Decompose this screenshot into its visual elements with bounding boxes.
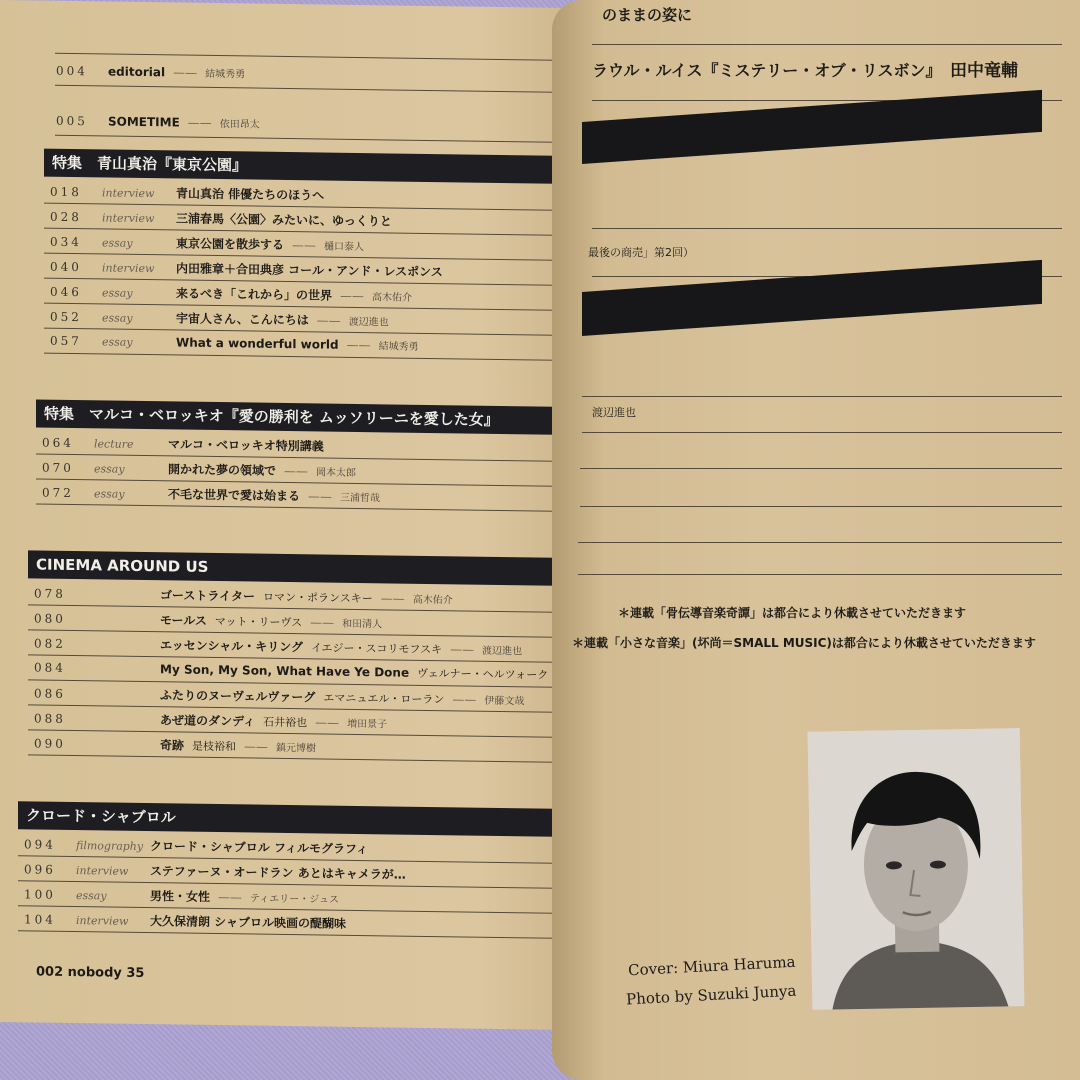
item-author: 伊藤文哉 xyxy=(484,695,525,708)
list-item: 100 essay 男性・女性 —— ティエリー・ジュス xyxy=(24,887,340,906)
item-tag xyxy=(86,723,160,724)
item-subtitle: エマニュエル・ローラン xyxy=(323,691,445,707)
item-author: 依田昂太 xyxy=(219,119,260,131)
list-item: 080 モールス マット・リーヴス —— 和田清人 xyxy=(34,611,383,631)
section-header: CINEMA AROUND US xyxy=(28,550,575,586)
cover-caption: Cover: Miura Haruma xyxy=(627,952,796,980)
item-author: 和田清人 xyxy=(342,618,383,631)
page-footer: 002 nobody 35 xyxy=(36,964,145,982)
note-2: ＊連載「小さな音楽」(坏尚＝SMALL MUSIC)は都合により休載させていただきます xyxy=(572,636,1036,650)
item-tag: interview xyxy=(102,186,155,201)
item-number: 100 xyxy=(24,887,56,902)
list-item xyxy=(50,183,332,204)
item-title: 不毛な世界で愛は始まる xyxy=(168,487,301,504)
item-tag: essay xyxy=(102,311,133,325)
item-number: 104 xyxy=(24,912,56,927)
item-subtitle: ヴェルナー・ヘルツォーク xyxy=(417,666,549,682)
item-title: ステファーヌ・オードラン あとはキャメラが… xyxy=(150,864,406,882)
list-item: 086 ふたりのヌーヴェルヴァーグ エマニュエル・ローラン —— 伊藤文哉 xyxy=(34,686,525,708)
item-number: 057 xyxy=(50,333,82,349)
list-item: 082 エッセンシャル・キリング イエジー・スコリモフスキ —— 渡辺進也 xyxy=(34,636,523,658)
list-item: 090 奇跡 是枝裕和 —— 鎮元博樹 xyxy=(34,736,317,755)
item-title: editorial xyxy=(108,64,166,80)
list-item: 034 essay 東京公園を散歩する —— 樋口泰人 xyxy=(50,234,365,254)
item-number: 096 xyxy=(24,862,56,877)
fragment-top2-author: 田中竜輔 xyxy=(950,61,1018,81)
item-tag: interview xyxy=(102,261,155,276)
list-item xyxy=(24,860,414,882)
list-item: 046 essay 来るべき「これから」の世界 —— 高木佑介 xyxy=(50,284,413,304)
item-title: 内田雅章＋合田典彦 コール・アンド・レスポンス xyxy=(176,261,443,280)
item-author: 岡本太郎 xyxy=(316,467,357,479)
item-tag: essay xyxy=(76,889,107,903)
item-author: 渡辺進也 xyxy=(348,316,389,329)
section-header: クロード・シャブロル xyxy=(18,801,575,837)
item-tag: essay xyxy=(102,286,133,300)
item-tag: interview xyxy=(76,914,129,928)
item-title: 大久保清朗 シャブロル映画の醍醐味 xyxy=(150,914,346,931)
item-tag xyxy=(86,672,160,673)
cover-photo xyxy=(808,728,1025,1010)
item-number: 064 xyxy=(42,435,74,451)
item-title: ゴーストライター xyxy=(160,588,256,604)
item-title: 奇跡 xyxy=(160,738,185,753)
item-title: 開かれた夢の領域で xyxy=(168,462,277,478)
item-subtitle: マット・リーヴス xyxy=(214,615,303,630)
list-item: 078 ゴーストライター ロマン・ポランスキー —— 高木佑介 xyxy=(34,586,453,607)
item-title: SOMETIME xyxy=(108,114,180,130)
item-number: 088 xyxy=(34,711,66,726)
item-author: ティエリー・ジュス xyxy=(250,893,340,906)
list-item xyxy=(42,434,332,455)
item-number: 090 xyxy=(34,736,66,751)
item-number: 005 xyxy=(56,113,88,129)
item-subtitle: 是枝裕和 xyxy=(192,739,237,754)
item-title: 青山真治 俳優たちのほうへ xyxy=(176,186,325,203)
fragment-top2: ラウル・ルイス『ミステリー・オブ・リスボン』 xyxy=(592,61,942,80)
item-number: 094 xyxy=(24,837,56,852)
item-author: 鎮元博樹 xyxy=(276,742,317,755)
item-tag: interview xyxy=(102,211,155,226)
list-item xyxy=(50,208,400,230)
section-header: 特集 青山真治『東京公園』 xyxy=(44,149,575,184)
item-number: 004 xyxy=(56,63,88,79)
photo-credit: Photo by Suzuki Junya xyxy=(625,981,797,1009)
item-number: 070 xyxy=(42,460,74,476)
item-title: 東京公園を散歩する xyxy=(176,236,285,252)
item-author: 樋口泰人 xyxy=(324,241,365,254)
list-item: 052 essay 宇宙人さん、こんにちは —— 渡辺進也 xyxy=(50,309,389,329)
item-title: あぜ道のダンディ xyxy=(160,713,256,729)
list-item: 088 あぜ道のダンディ 石井裕也 —— 増田景子 xyxy=(34,711,388,731)
item-number: 040 xyxy=(50,259,82,275)
item-tag xyxy=(86,623,160,624)
item-title: 男性・女性 xyxy=(150,889,211,904)
item-author: 高木佑介 xyxy=(412,594,453,607)
portrait-illustration xyxy=(808,728,1025,1010)
item-number: 034 xyxy=(50,234,82,250)
item-title: 三浦春馬〈公園〉みたいに、ゆっくりと xyxy=(176,211,392,229)
item-author: 渡辺進也 xyxy=(482,645,523,658)
item-title: My Son, My Son, What Have Ye Done xyxy=(160,662,410,680)
list-item: 005 SOMETIME —— 依田昂太 xyxy=(56,113,260,131)
section-bar xyxy=(582,260,1042,336)
item-title: 宇宙人さん、こんにちは xyxy=(176,311,309,328)
list-item: 004 editorial —— 結城秀勇 xyxy=(56,63,246,81)
item-tag: interview xyxy=(76,864,129,878)
item-title: エッセンシャル・キリング xyxy=(160,638,303,655)
item-author: 三浦哲哉 xyxy=(340,492,381,505)
item-tag: essay xyxy=(102,335,133,349)
item-number: 080 xyxy=(34,611,66,626)
item-tag: essay xyxy=(94,462,125,476)
item-tag: filmography xyxy=(76,839,144,853)
fragment-mid2: 渡辺進也 xyxy=(592,406,636,419)
fragment-top1: のままの姿に xyxy=(602,6,693,24)
item-number: 018 xyxy=(50,184,82,200)
item-tag xyxy=(86,748,160,749)
item-number: 072 xyxy=(42,485,74,501)
list-item xyxy=(50,258,451,281)
list-item: 070 essay 開かれた夢の領域で —— 岡本太郎 xyxy=(42,460,357,479)
item-author: 結城秀勇 xyxy=(378,341,419,353)
item-number: 086 xyxy=(34,686,66,701)
item-number: 052 xyxy=(50,309,82,325)
note-1: ＊連載「骨伝導音楽奇譚」は都合により休載させていただきます xyxy=(618,606,967,620)
list-item: 057 essay What a wonderful world —— 結城秀勇 xyxy=(50,333,419,353)
item-tag: essay xyxy=(102,236,133,250)
item-author: 増田景子 xyxy=(347,718,388,731)
item-number: 082 xyxy=(34,636,66,651)
item-subtitle: 石井裕也 xyxy=(263,715,308,730)
item-tag xyxy=(86,648,160,649)
item-tag xyxy=(86,698,160,699)
item-number: 084 xyxy=(34,660,66,675)
item-subtitle: イエジー・スコリモフスキ xyxy=(310,641,443,657)
item-title: クロード・シャブロル フィルモグラフィ xyxy=(150,839,369,857)
list-item: 072 essay 不毛な世界で愛は始まる —— 三浦哲哉 xyxy=(42,485,381,505)
fragment-mid1: 最後の商売」第2回） xyxy=(588,246,694,259)
item-tag xyxy=(86,598,160,599)
item-tag: essay xyxy=(94,487,125,501)
section-header: 特集 マルコ・ベロッキオ『愛の勝利を ムッソリーニを愛した女』 xyxy=(36,400,575,436)
item-number: 046 xyxy=(50,284,82,300)
item-title: モールス xyxy=(160,613,207,628)
item-title: What a wonderful world xyxy=(176,335,339,352)
item-author: 高木佑介 xyxy=(372,292,413,304)
list-item xyxy=(24,835,376,857)
item-number: 028 xyxy=(50,209,82,225)
list-item xyxy=(24,910,354,932)
item-number: 078 xyxy=(34,586,66,601)
item-tag: lecture xyxy=(94,437,134,451)
item-subtitle: ロマン・ポランスキー xyxy=(263,590,373,606)
item-author: 結城秀勇 xyxy=(205,68,246,81)
item-title: 来るべき「これから」の世界 xyxy=(176,286,333,303)
item-title: ふたりのヌーヴェルヴァーグ xyxy=(160,688,316,705)
item-title: マルコ・ベロッキオ特別講義 xyxy=(168,437,324,454)
